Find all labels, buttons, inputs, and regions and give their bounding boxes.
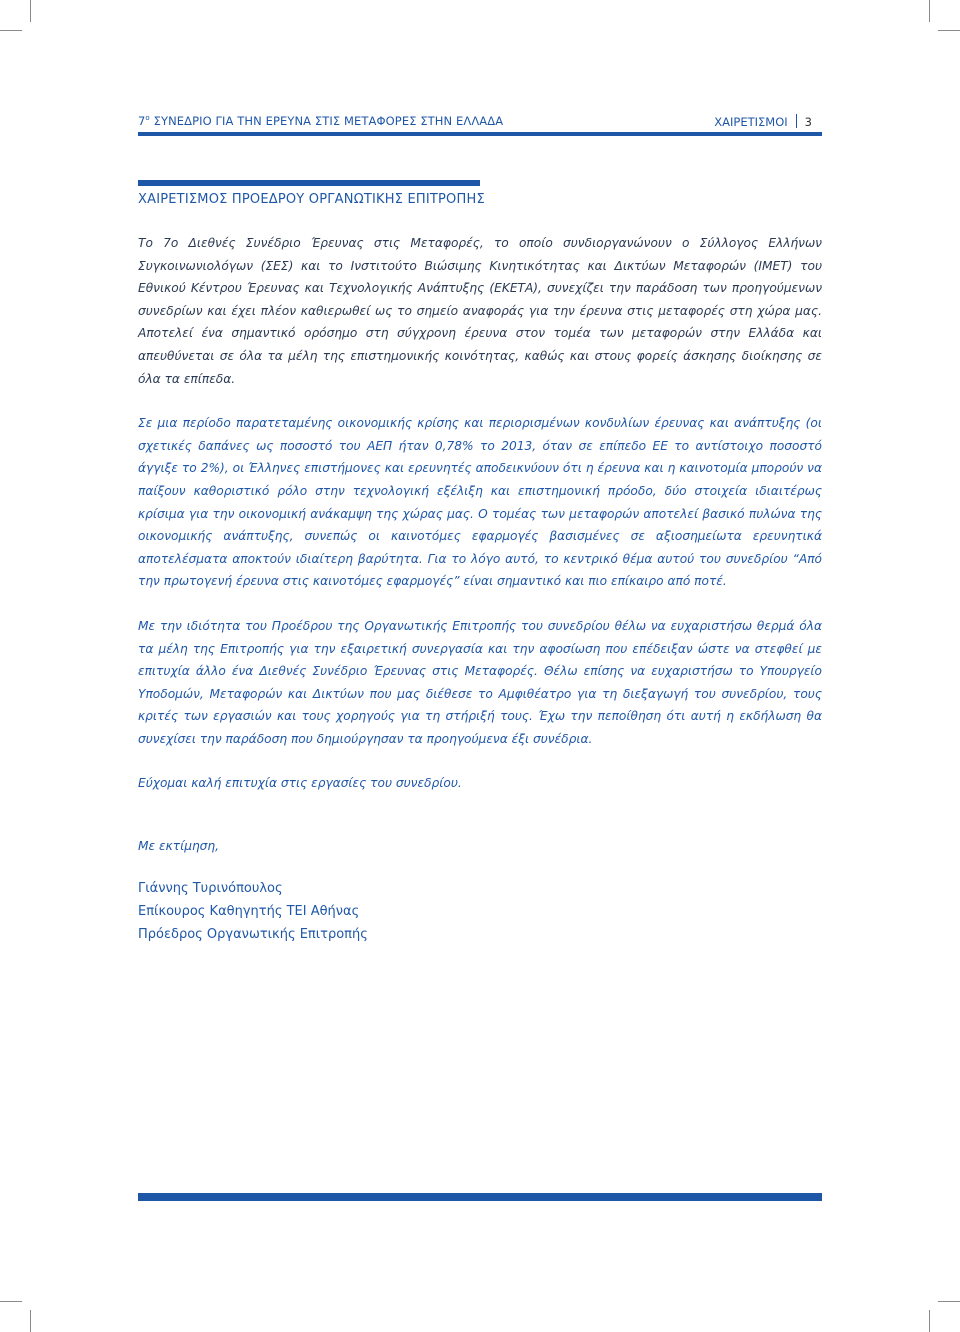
signatory-role: Επίκουρος Καθηγητής ΤΕΙ Αθήνας (138, 904, 360, 920)
crop-mark (30, 1310, 31, 1332)
page-number: 3 (804, 115, 812, 129)
paragraph: Με την ιδιότητα του Προέδρου της Οργανωτικής Επιτροπής του συνεδρίου θέλω να ευχαριστήσω θερμά όλα τα μέλη της Επιτροπής για την εξαιρετική συνεργασία και την αφοσίωση που επέδειξαν ώστε να στεφθεί με επιτυχία άλλο ένα Διεθνές Συνέδριο Έρευνας στις Μεταφορές. Θέλω επίσης να ευχαριστήσω το Υπουργείο Υποδομών, Μεταφορών και Δικτύων που μας διέθεσε το Αμφιθέατρο για τη διεξαγωγή του συνεδρίου, τους κριτές των εργασιών και τους χορηγούς για τη στήριξή τους. Έχω την πεποίθηση ότι αυτή η εκδήλωση θα συνεχίσει την παράδοση που δημιούργησαν τα προηγούμενα έξι συνέδρια. (138, 618, 822, 746)
signatory-name: Γιάννης Τυρινόπουλος (138, 881, 283, 897)
crop-mark (0, 30, 22, 31)
closing-salutation: Με εκτίμηση, (138, 839, 220, 854)
header-conference-title: ΣΥΝΕΔΡΙΟ ΓΙΑ ΤΗΝ ΕΡΕΥΝΑ ΣΤΙΣ ΜΕΤΑΦΟΡΕΣ ΣΤΗΝ ΕΛΛΑΔΑ (153, 114, 504, 128)
footer-rule (138, 1193, 822, 1201)
crop-mark (929, 0, 930, 22)
crop-mark (30, 0, 31, 22)
header-ordinal-suffix: ο (145, 114, 150, 122)
page-title: ΧΑΙΡΕΤΙΣΜΟΣ ΠΡΟΕΔΡΟΥ ΟΡΓΑΝΩΤΙΚΗΣ ΕΠΙΤΡΟΠΗΣ (138, 192, 485, 207)
paragraph: Εύχομαι καλή επιτυχία στις εργασίες του συνεδρίου. (138, 776, 462, 791)
header-separator (796, 114, 797, 128)
crop-mark (0, 1301, 22, 1302)
header-conference-number: 7 (138, 114, 146, 128)
signature-block (138, 877, 822, 946)
running-header-right (714, 114, 812, 129)
crop-mark (938, 30, 960, 31)
title-rule (138, 180, 480, 186)
header-section-name: ΧΑΙΡΕΤΙΣΜΟΙ (714, 115, 788, 129)
crop-mark (938, 1301, 960, 1302)
header-rule (138, 132, 822, 136)
paragraph: Σε μια περίοδο παρατεταμένης οικονομικής κρίσης και περιορισμένων κονδυλίων έρευνας και ανάπτυξης (οι σχετικές δαπάνες ως ποσοστό του ΑΕΠ ήταν 0,78% το 2013, όταν σε επίπεδο ΕΕ το αντίστοιχο ποσοστό άγγιξε το 2%), οι Έλληνες επιστήμονες και ερευνητές αποδεικνύουν ότι η έρευνα και η καινοτομία μπορούν να παίξουν καθοριστικό ρόλο στην τεχνολογική εξέλιξη και επιστημονική πρόοδο, δύο στοιχεία ιδιαιτέρως κρίσιμα για την οικονομική ανάκαμψη της χώρας μας. Ο τομέας των μεταφορών αποτελεί βασικό πυλώνα της οικονομικής ανάπτυξης, συνεπώς οι καινοτόμες εφαρμογές βασισμένες σε αξιοσημείωτα ερευνητικά αποτελέσματα αποκτούν ιδιαίτερη βαρύτητα. Για το λόγο αυτό, το κεντρικό θέμα αυτού του συνεδρίου “Από την πρωτογενή έρευνα στις καινοτόμες εφαρμογές” είναι σημαντικό και πιο επίκαιρο από ποτέ. (138, 416, 822, 589)
letter-body (138, 232, 822, 946)
crop-mark (929, 1310, 930, 1332)
running-header-left (138, 114, 503, 128)
paragraph: Το 7ο Διεθνές Συνέδριο Έρευνας στις Μεταφορές, το οποίο συνδιοργανώνουν ο Σύλλογος Ελλήνων Συγκοινωνιολόγων (ΣΕΣ) και το Ινστιτούτο Βιώσιμης Κινητικότητας και Δικτύων Μεταφορών (ΙΜΕΤ) του Εθνικού Κέντρου Έρευνας και Τεχνολογικής Ανάπτυξης (ΕΚΕΤΑ), συνεχίζει την παράδοση των προηγούμενων συνεδρίων και έχει πλέον καθιερωθεί ως το σημείο αναφοράς για την έρευνα στις μεταφορές στη χώρα μας. Αποτελεί ένα σημαντικό ορόσημο στη σύγχρονη έρευνα στον τομέα των μεταφορών στην Ελλάδα και απευθύνεται σε όλα τα μέλη της επιστημονικής κοινότητας, καθώς και στους φορείς άσκησης διοίκησης σε όλα τα επίπεδα. (138, 236, 822, 386)
signatory-position: Πρόεδρος Οργανωτικής Επιτροπής (138, 927, 368, 943)
